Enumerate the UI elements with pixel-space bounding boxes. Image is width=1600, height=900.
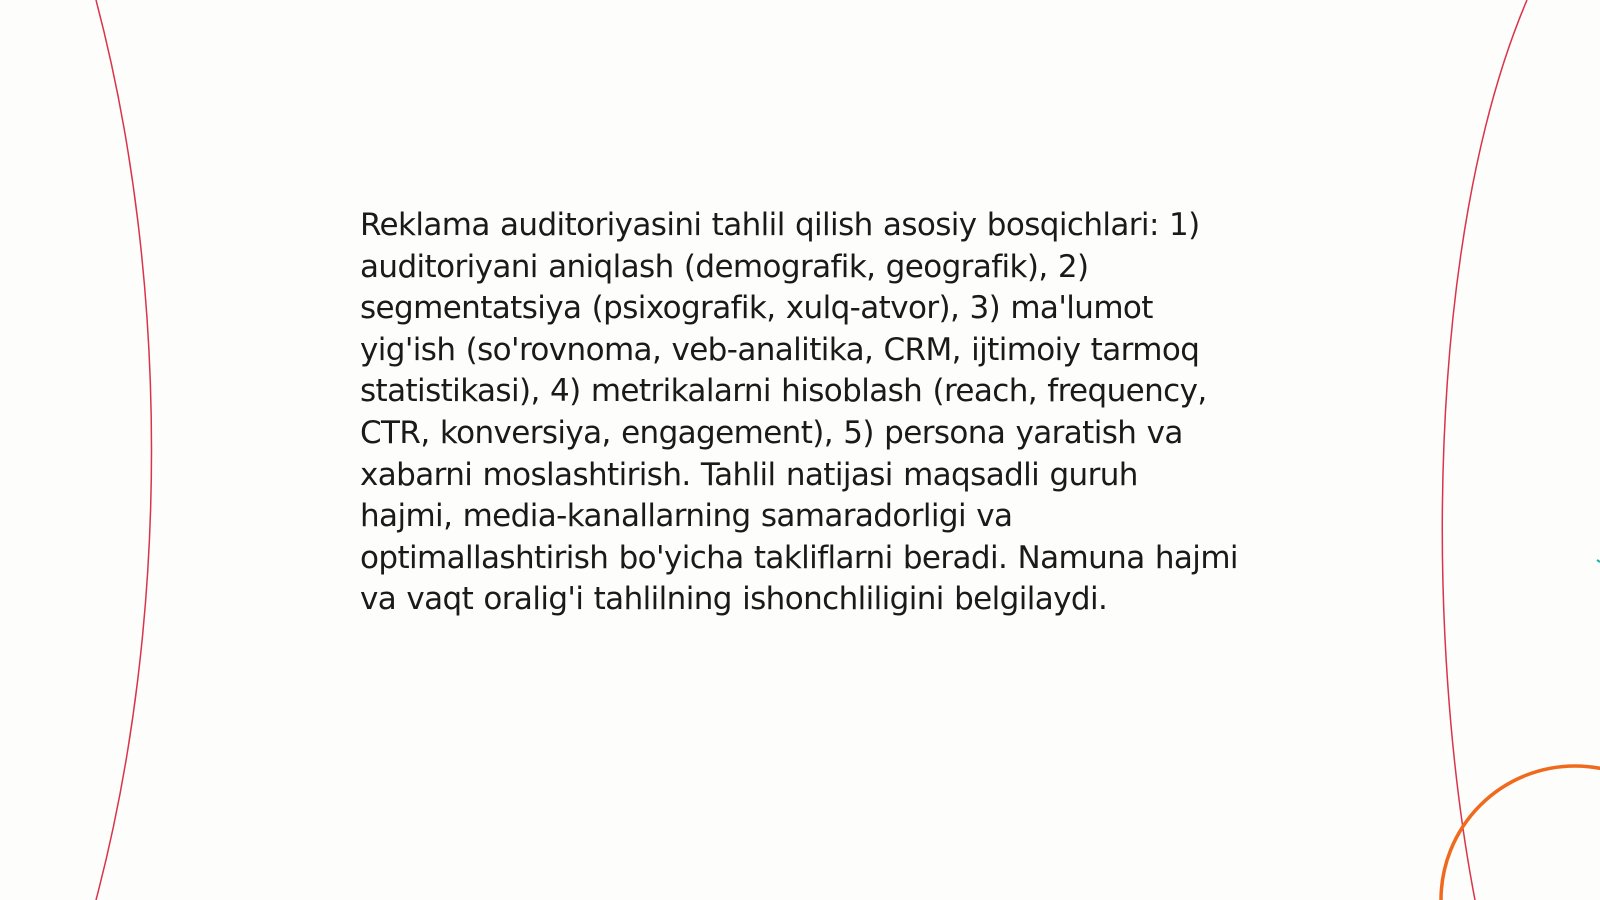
- slide-body-text: Reklama auditoriyasini tahlil qilish asosiy bosqichlari: 1) auditoriyani aniqlash (demografik, geografik), 2) segmentatsiya (psixografik, xulq-atvor), 3) ma'lumot yig'ish (so'rovnoma, veb-analitika, CRM, ijtimoiy tarmoq statistikasi), 4) metrikalarni hisoblash (reach, frequency, CTR, konversiya, engagement), 5) persona yaratish va xabarni moslashtirish. Tahlil natijasi maqsadli guruh hajmi, media-kanallarning samaradorligi va optimallashtirish bo'yicha takliflarni beradi. Namuna hajmi va vaqt oralig'i tahlilning ishonchliligini belgilaydi.: [360, 207, 1238, 618]
- left-curve-line: [96, 0, 152, 900]
- orange-circle-accent: [1441, 766, 1600, 900]
- right-curve-line: [1442, 0, 1527, 900]
